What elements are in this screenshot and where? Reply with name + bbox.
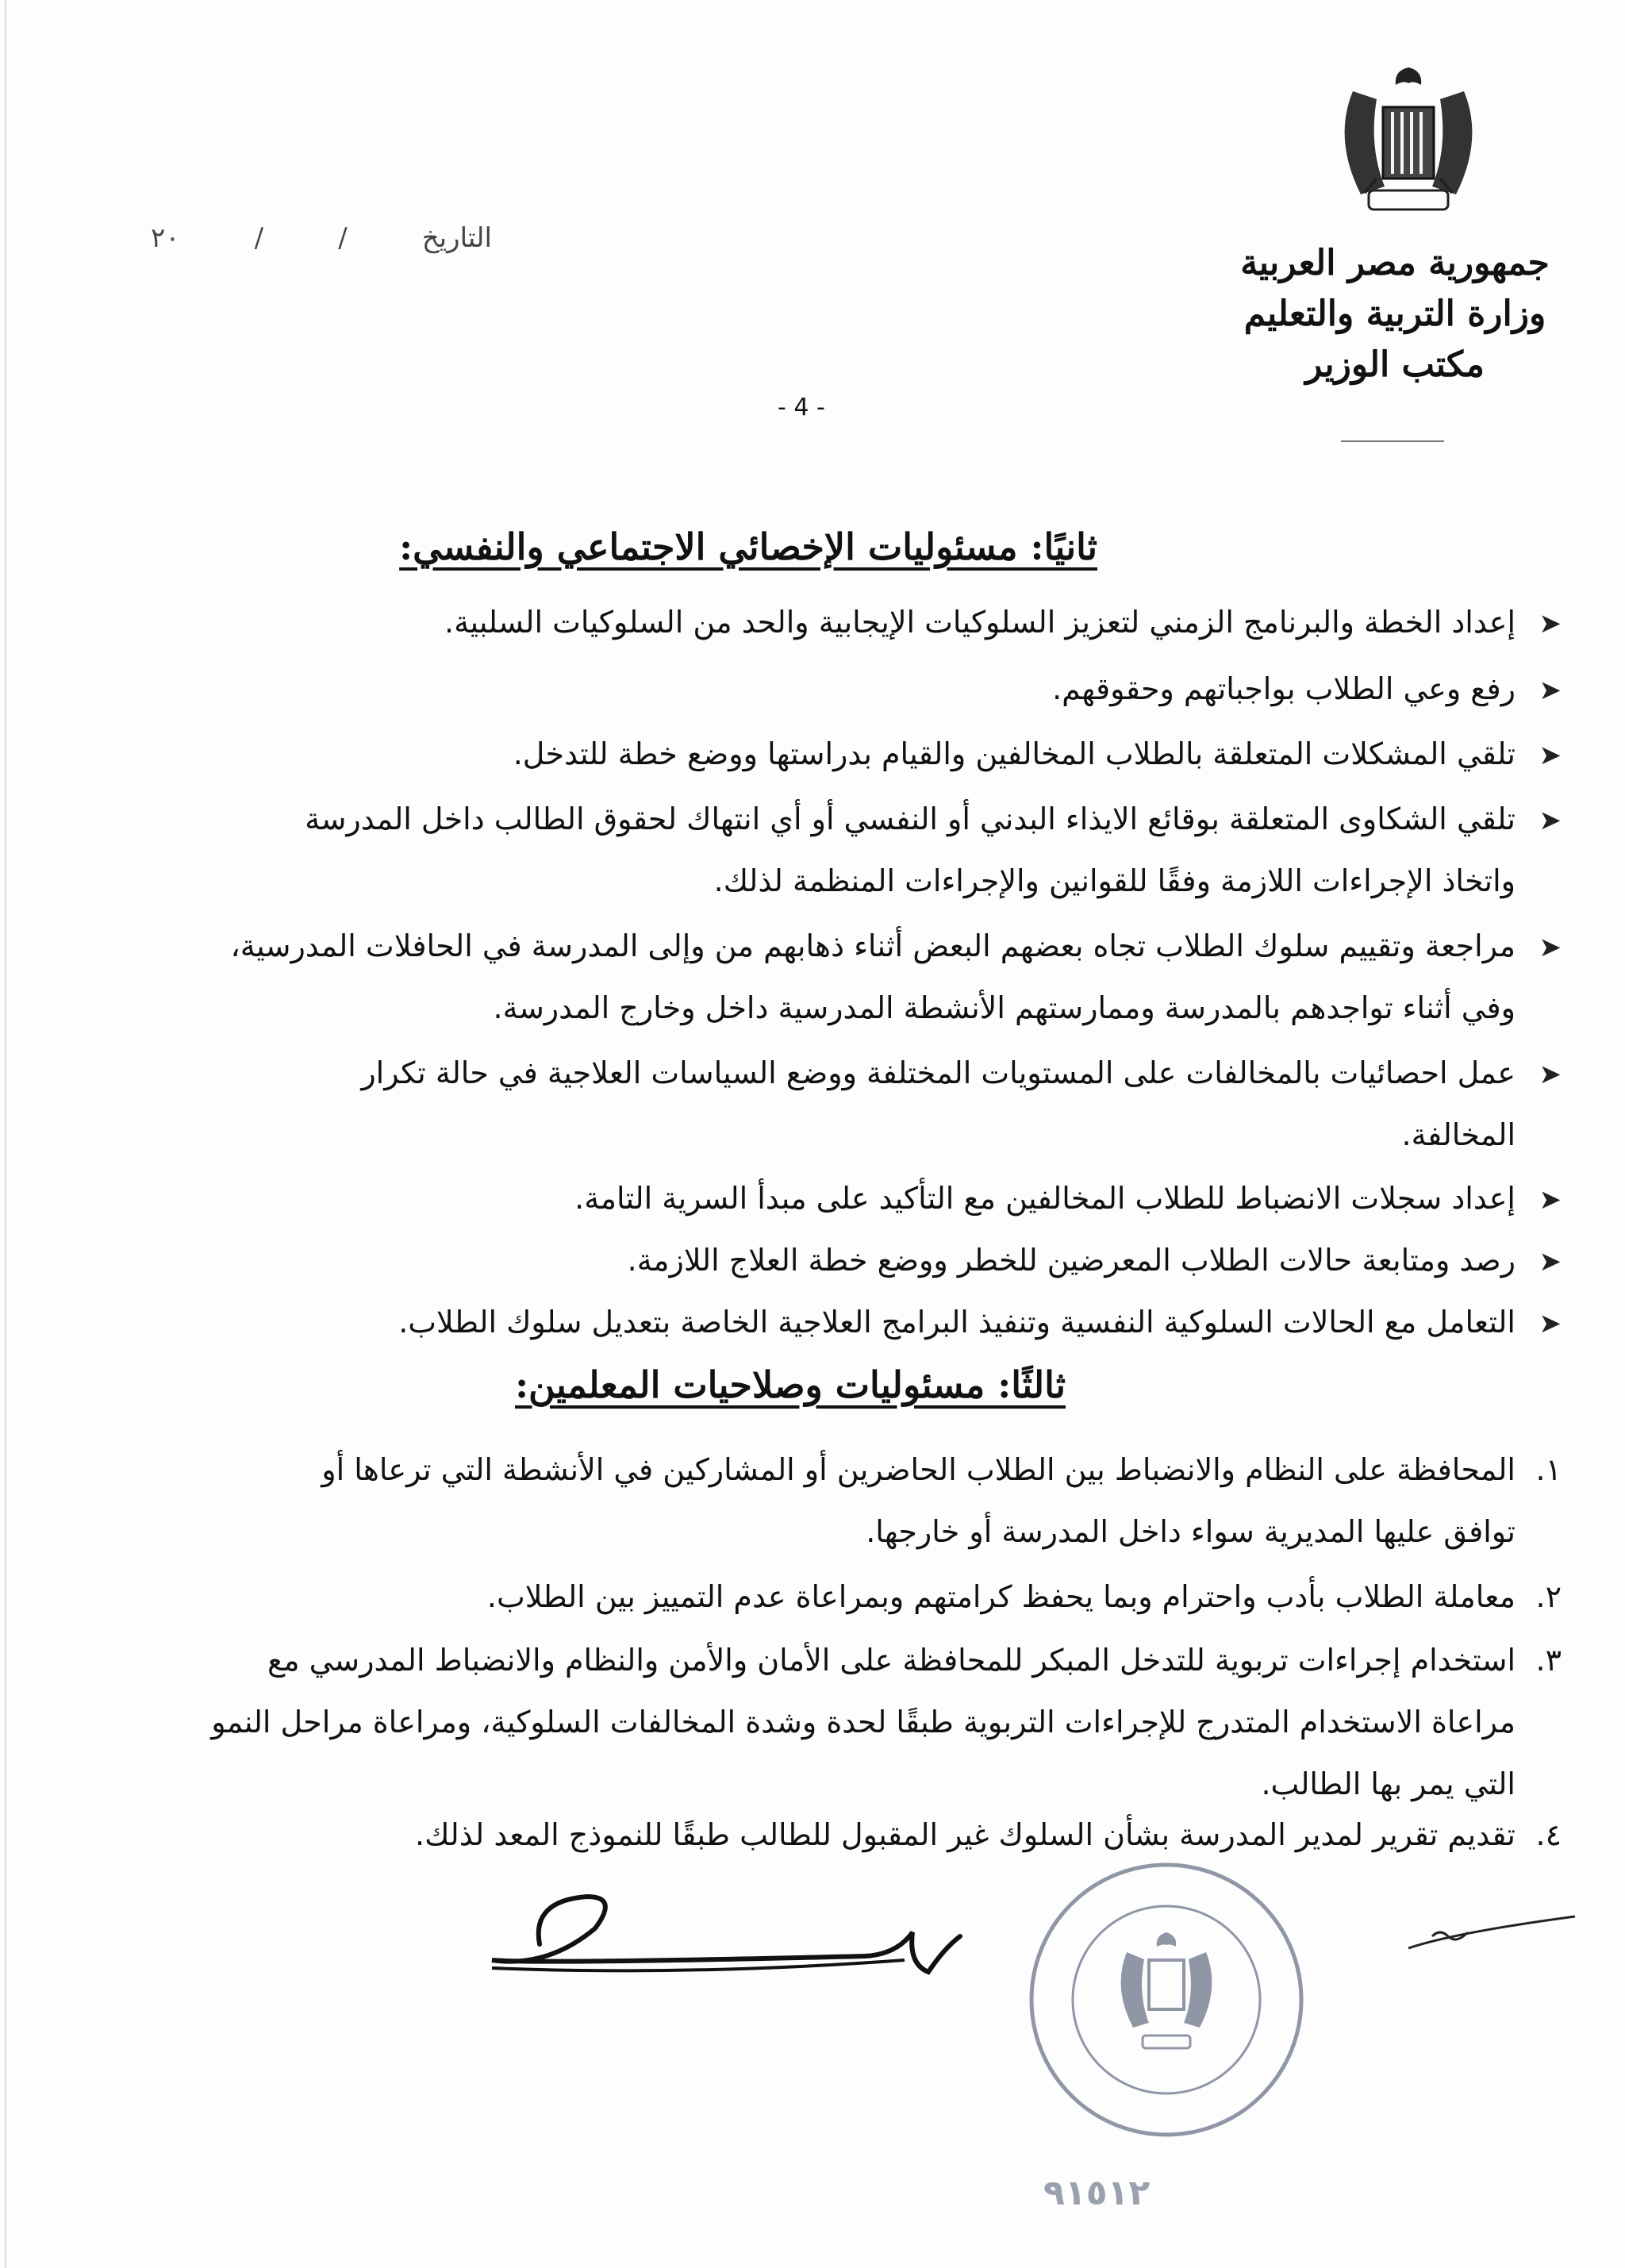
list-item: ➤مراجعة وتقييم سلوك الطلاب تجاه بعضهم البعض أثناء ذهابهم من وإلى المدرسة في الحافلات المدرسية، وفي أثناء تواجدهم بالمدرسة وممارستهم الأنشطة المدرسية داخل وخارج المدرسة. <box>230 928 1562 1025</box>
page-number: - 4 - <box>778 394 825 421</box>
date-slash: / <box>338 222 348 254</box>
stamp-number: ٩١٥١٢ <box>1043 2173 1151 2213</box>
header-country: جمهورية مصر العربية <box>1240 243 1550 283</box>
eagle-emblem-icon <box>1321 60 1496 226</box>
initials-mark <box>1400 1905 1583 1960</box>
arrow-bullet-icon: ➤ <box>1539 1308 1562 1340</box>
numbered-item: ٤.تقديم تقرير لمدير المدرسة بشأن السلوك غير المقبول للطالب طبقًا للنموذج المعد لذلك. <box>415 1817 1562 1852</box>
list-item: ➤تلقي الشكاوى المتعلقة بوقائع الايذاء البدني أو النفسي أو أي انتهاك لحقوق الطالب داخل المدرسة واتخاذ الإجراءات اللازمة وفقًا للقوانين والإجراءات المنظمة لذلك. <box>305 801 1562 898</box>
header-divider <box>1341 440 1444 442</box>
list-item: ➤تلقي المشكلات المتعلقة بالطلاب المخالفين والقيام بدراستها ووضع خطة للتدخل. <box>513 736 1562 771</box>
section-title-teachers: ثالثًا: مسئوليات وصلاحيات المعلمين: <box>515 1363 1066 1406</box>
list-item: ➤رصد ومتابعة حالات الطلاب المعرضين للخطر ووضع خطة العلاج اللازمة. <box>627 1243 1562 1278</box>
signature-image <box>476 1881 1031 2000</box>
arrow-bullet-icon: ➤ <box>1539 675 1562 706</box>
numbered-item: ١.المحافظة على النظام والانضباط بين الطلاب الحاضرين أو المشاركين في الأنشطة التي ترعاها أو توافق عليها المديرية سواء داخل المدرسة أو خارجها. <box>321 1452 1562 1549</box>
list-item: ➤عمل احصائيات بالمخالفات على المستويات المختلفة ووضع السياسات العلاجية في حالة تكرار المخالفة. <box>361 1055 1562 1152</box>
date-year: ٢٠ <box>151 222 180 254</box>
numbered-item: ٣.استخدام إجراءات تربوية للتدخل المبكر للمحافظة على الأمان والأمن والنظام والانضباط المدرسي مع مراعاة الاستخدام المتدرج للإجراءات التربوية طبقًا لحدة وشدة المخالفات السلوكية، ومراعاة مراحل النمو التي يمر بها الطالب. <box>211 1643 1562 1801</box>
list-item: ➤إعداد سجلات الانضباط للطلاب المخالفين مع التأكيد على مبدأ السرية التامة. <box>574 1181 1562 1216</box>
section-title-social-worker: ثانيًا: مسئوليات الإخصائي الاجتماعي والنفسي: <box>399 525 1097 568</box>
arrow-bullet-icon: ➤ <box>1539 1184 1562 1216</box>
date-label: التاريخ <box>421 222 492 254</box>
header-ministry: وزارة التربية والتعليم <box>1243 294 1546 334</box>
date-field <box>151 222 492 254</box>
scan-edge <box>5 0 6 2268</box>
ministry-header <box>1228 238 1562 390</box>
list-item: ➤إعداد الخطة والبرنامج الزمني لتعزيز السلوكيات الإيجابية والحد من السلوكيات السلبية. <box>444 605 1562 640</box>
date-slash: / <box>254 222 264 254</box>
arrow-bullet-icon: ➤ <box>1539 1246 1562 1278</box>
arrow-bullet-icon: ➤ <box>1539 932 1562 963</box>
official-stamp <box>1016 1849 1317 2151</box>
arrow-bullet-icon: ➤ <box>1539 740 1562 771</box>
list-item: ➤رفع وعي الطلاب بواجباتهم وحقوقهم. <box>1052 671 1562 706</box>
arrow-bullet-icon: ➤ <box>1539 608 1562 640</box>
numbered-item: ٢.معاملة الطلاب بأدب واحترام وبما يحفظ كرامتهم وبمراعاة عدم التمييز بين الطلاب. <box>486 1579 1562 1614</box>
arrow-bullet-icon: ➤ <box>1539 1059 1562 1090</box>
arrow-bullet-icon: ➤ <box>1539 805 1562 836</box>
list-item: ➤التعامل مع الحالات السلوكية النفسية وتنفيذ البرامج العلاجية الخاصة بتعديل سلوك الطلاب. <box>398 1305 1562 1340</box>
header-office: مكتب الوزير <box>1305 344 1485 385</box>
